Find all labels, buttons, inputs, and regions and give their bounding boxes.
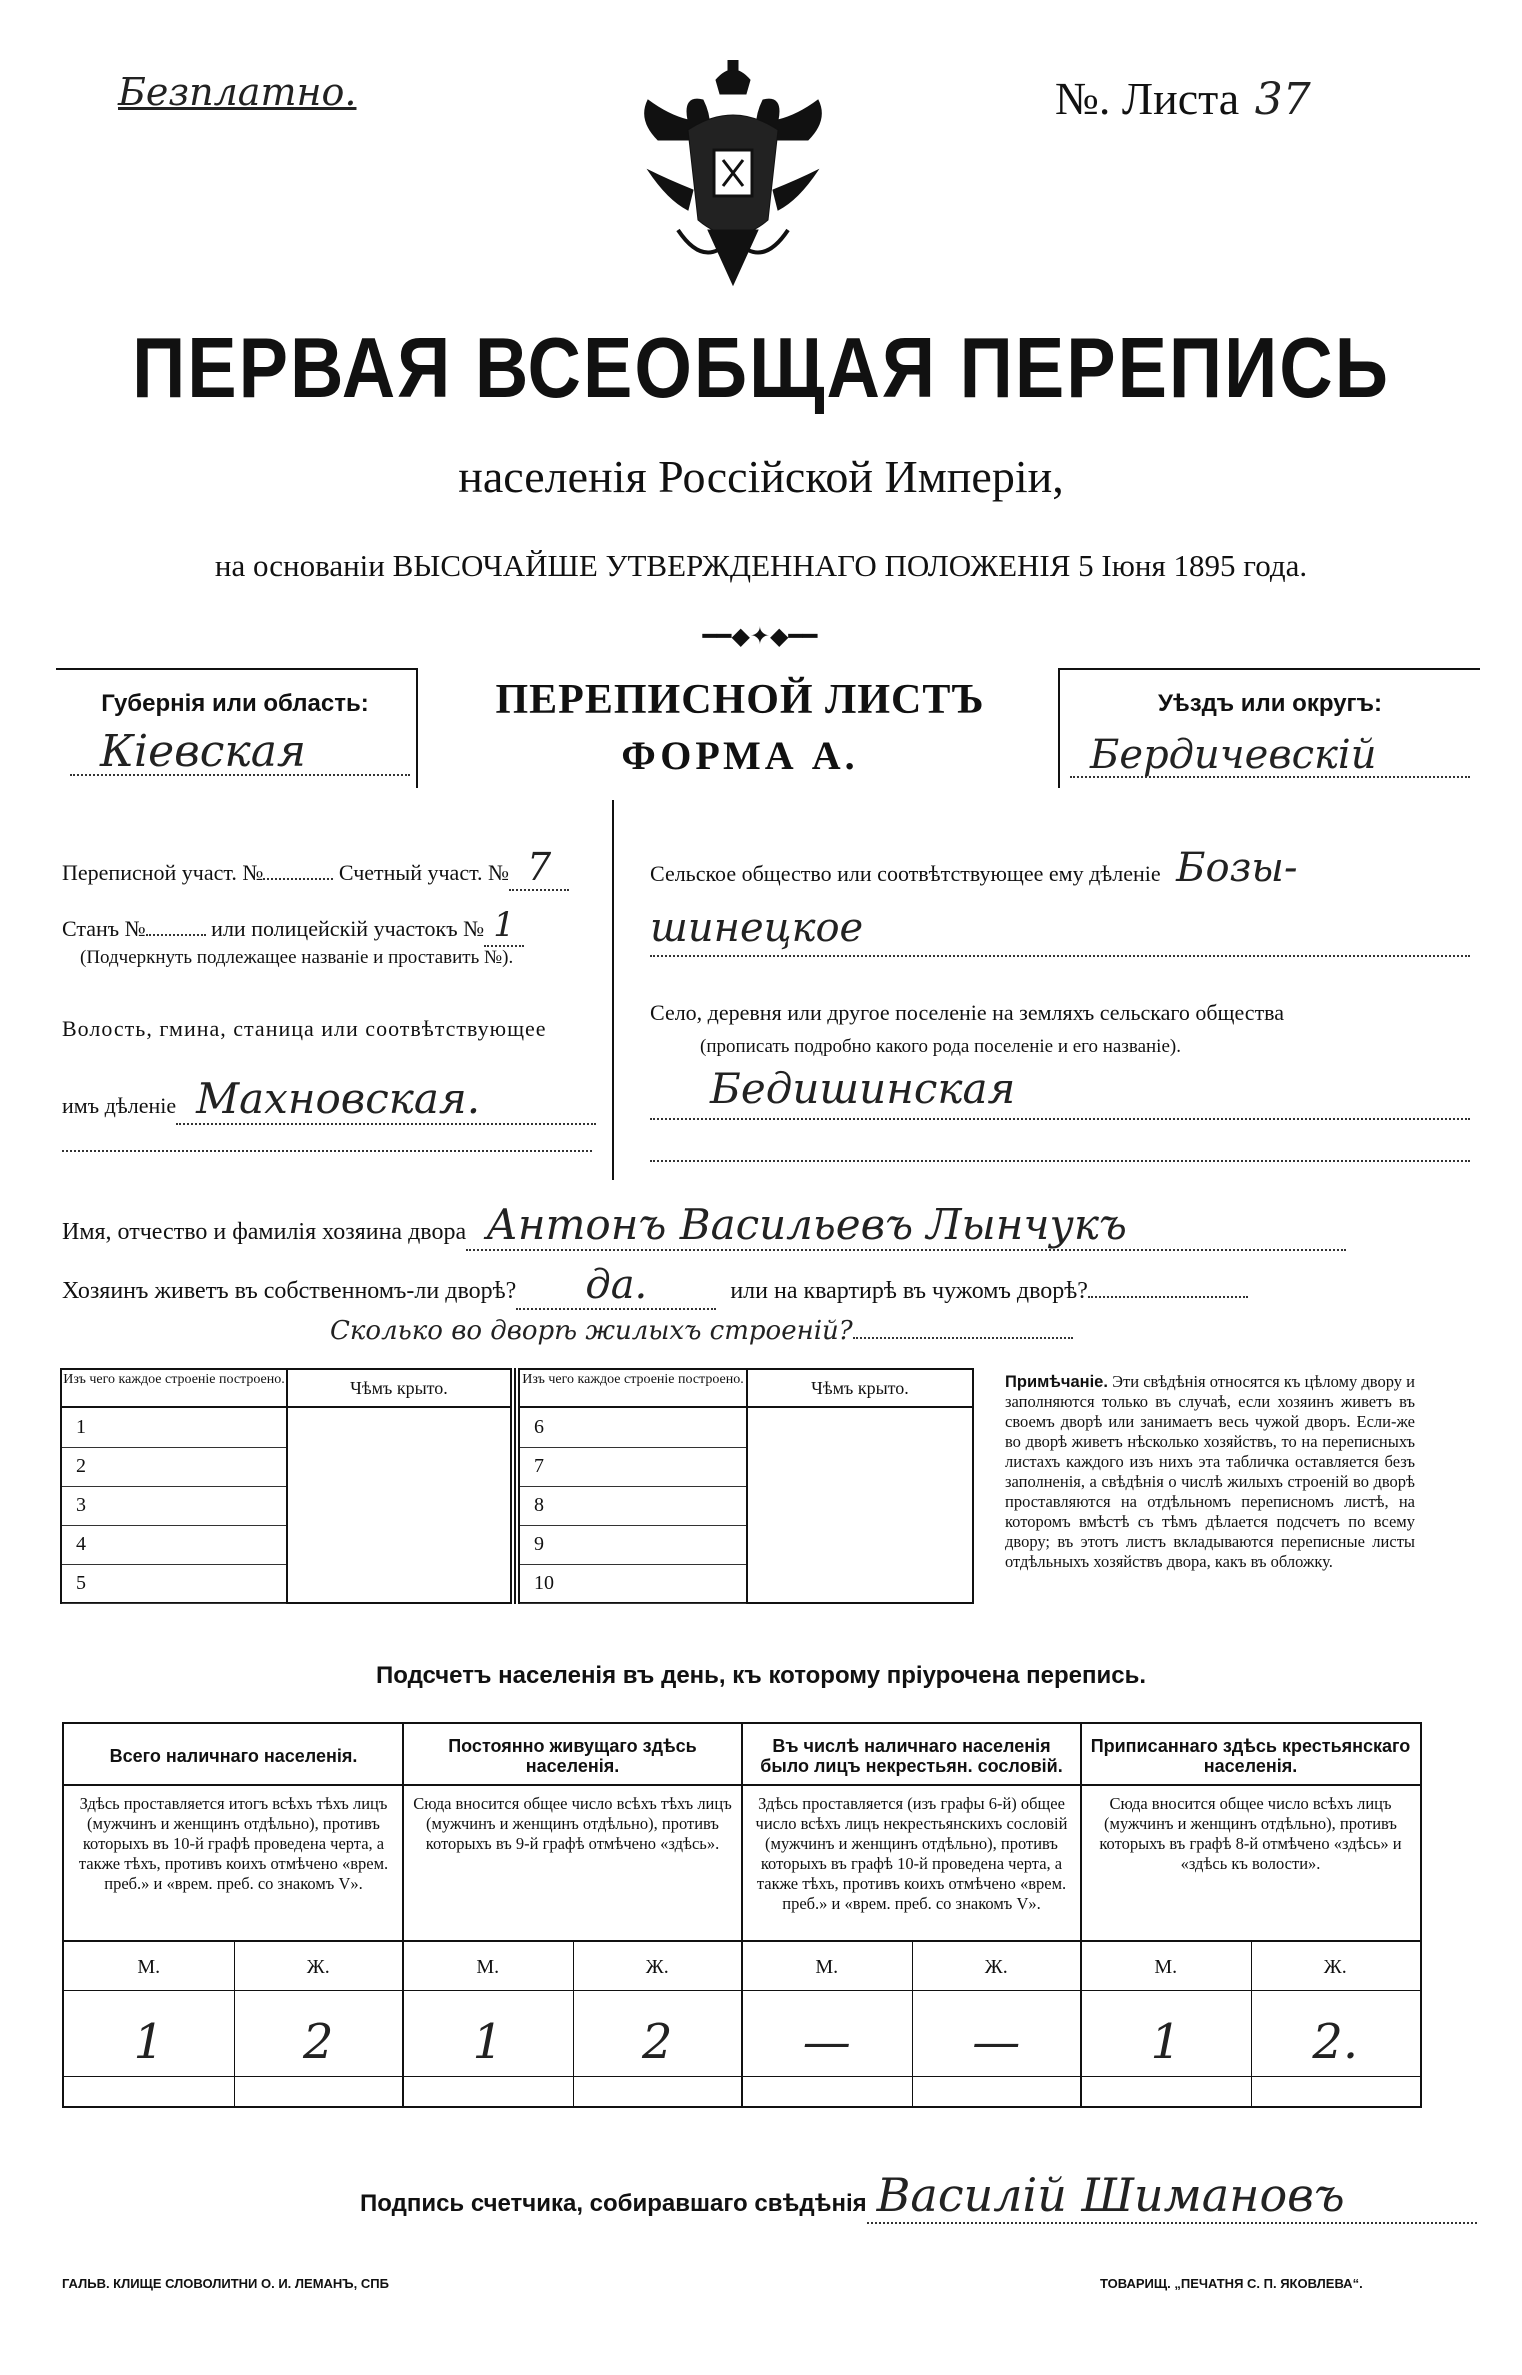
count-column-desc: Сюда вносится общее число всѣхъ лицъ (мужчинъ и женщинъ отдѣльно), противъ которыхъ въ графѣ 8-й отмѣчено «здѣсь» и «здѣсь къ волости».	[1099, 1794, 1402, 1873]
buildings-row-number: 6	[534, 1416, 544, 1438]
count-column-desc: Здѣсь проставляется (изъ графы 6-й) общее число всѣхъ лицъ некрестьянскихъ сословій (мужчинъ и женщинъ отдѣльно), противъ которыхъ въ графѣ 10-й проведена черта, а также тѣхъ, противъ коихъ отмѣчено «врем. преб.» и «врем. преб. со знакомъ V».	[755, 1794, 1068, 1913]
female-label: Ж.	[645, 1956, 669, 1978]
female-count: 2	[302, 2014, 334, 2070]
society-row	[650, 845, 1480, 891]
volost-label-2: имъ дѣленіе	[62, 1093, 177, 1118]
count-column-head: Въ числѣ наличнаго населенія было лицъ некрестьян. сословій.	[760, 1736, 1063, 1776]
count-column-head: Постоянно живущаго здѣсь населенія.	[448, 1736, 697, 1776]
count-column-head: Приписаннаго здѣсь крестьянскаго населенія.	[1090, 1736, 1411, 1776]
census-area-row	[62, 845, 569, 891]
owner-name-value: Антонъ Васильевъ Лынчукъ	[466, 1200, 1346, 1251]
owner-name-label: Имя, отчество и фамилія хозяина двора	[62, 1219, 467, 1245]
volost-value: Махновская.	[176, 1074, 596, 1125]
village-extra-line	[650, 1160, 1470, 1162]
form-subtitle: ФОРМА А.	[621, 733, 859, 778]
count-column-desc: Сюда вносится общее число всѣхъ тѣхъ лицъ (мужчинъ и женщинъ отдѣльно), противъ которыхъ въ 9-й графѣ отмѣчено «здѣсь».	[413, 1794, 732, 1853]
district-label: Уѣздъ или округъ:	[1157, 690, 1383, 717]
footer-left: ГАЛЬВ. КЛИЩЕ СЛОВОЛИТНИ О. И. ЛЕМАНЪ, СПБ	[62, 2276, 389, 2291]
volost-extra-line	[62, 1150, 592, 1152]
society-value: Бозы-	[1176, 845, 1298, 891]
buildings-row-number: 4	[76, 1533, 86, 1555]
buildings-row-number: 10	[534, 1572, 554, 1594]
remark-title: Примѣчаніе.	[1005, 1373, 1108, 1391]
male-count: 1	[472, 2014, 504, 2070]
society-label: Сельское общество или соотвѣтствующее ему дѣленіе	[650, 861, 1161, 886]
count-area-value: 7	[509, 845, 569, 891]
male-label: М.	[815, 1956, 839, 1978]
female-count: —	[972, 2014, 1021, 2070]
buildings-row	[520, 1486, 746, 1526]
male-label: М.	[137, 1956, 161, 1978]
female-count: 2.	[1312, 2014, 1359, 2070]
remark-text: Эти свѣдѣнія относятся къ цѣлому двору и заполняются только въ случаѣ, если хозяинъ живетъ въ своемъ дворѣ или занимаетъ весь чужой дворъ. Если-же во дворѣ живетъ нѣсколько хозяйствъ, то на переписныхъ листахъ каждого изъ нихъ эта табличка оставляется безъ заполненія, а свѣдѣнія о числѣ жилыхъ строеній во дворѣ проставляются на отдѣльномъ переписномъ листѣ, на которомъ вмѣстѣ съ тѣмъ дѣлается подсчетъ по всему двору; въ этотъ листъ вкладываются переписные листы отдѣльныхъ хозяйствъ двора, какъ въ обложку.	[1005, 1372, 1415, 1571]
village-note: (прописать подробно какого рода поселеніе и его названіе).	[700, 1036, 1181, 1057]
province-value: Кіевская	[70, 726, 410, 776]
count-column-head: Всего наличнаго населенія.	[109, 1746, 358, 1766]
page-title: ПЕРВАЯ ВСЕОБЩАЯ ПЕРЕПИСЬ	[132, 319, 1390, 416]
male-label: М.	[476, 1956, 500, 1978]
remark	[1005, 1372, 1415, 1572]
buildings-row	[62, 1447, 286, 1487]
society-value-2: шинецкое	[650, 905, 1470, 957]
buildings-label: Сколько во дворѣ жилыхъ строеній?	[330, 1316, 853, 1346]
population-count-table	[62, 1722, 1422, 2108]
page-subtitle: населенія Россійской Имперіи,	[458, 451, 1064, 502]
buildings-row	[520, 1447, 746, 1487]
census-area-label: Переписной участ. №	[62, 860, 264, 885]
buildings-row-number: 2	[76, 1455, 86, 1477]
buildings-row	[520, 1408, 746, 1448]
buildings-row	[62, 1564, 286, 1604]
buildings-row-number: 1	[76, 1416, 86, 1438]
female-label: Ж.	[306, 1956, 330, 1978]
owner-own-value: да.	[516, 1262, 716, 1310]
buildings-row	[62, 1408, 286, 1448]
ornament-divider: ━━◆✦◆━━	[702, 624, 818, 650]
owner-own-row	[62, 1262, 1482, 1310]
buildings-col1-head-right: Изъ чего каждое строеніе построено.	[522, 1372, 744, 1387]
police-area-value: 1	[484, 905, 524, 947]
buildings-row	[330, 1316, 1073, 1346]
buildings-row-number: 8	[534, 1494, 544, 1516]
district-value: Бердичевскій	[1070, 732, 1470, 778]
underline-note: (Подчеркнуть подлежащее названіе и проставить №).	[80, 947, 514, 968]
buildings-row	[62, 1486, 286, 1526]
sheet-number: 37	[1254, 74, 1311, 125]
form-title: ПЕРЕПИСНОЙ ЛИСТЪ	[495, 677, 985, 723]
sheet-label: №. Листа	[1055, 73, 1240, 124]
buildings-row	[62, 1525, 286, 1565]
signature-value: Василій Шимановъ	[867, 2168, 1477, 2224]
male-count: 1	[133, 2014, 165, 2070]
village-label: Село, деревня или другое поселеніе на земляхъ сельскаго общества	[650, 1000, 1285, 1025]
male-count: 1	[1150, 2014, 1182, 2070]
female-label: Ж.	[1323, 1956, 1347, 1978]
double-headed-eagle-icon	[628, 60, 838, 290]
footer-right: ТОВАРИЩ. „ПЕЧАТНЯ С. П. ЯКОВЛЕВА“.	[1100, 2276, 1363, 2291]
stan-row	[62, 905, 524, 947]
buildings-col2-head-right: Чѣмъ крыто.	[811, 1378, 909, 1398]
village-value: Бедишинская	[650, 1064, 1470, 1120]
buildings-row-number: 3	[76, 1494, 86, 1516]
volost-label: Волость, гмина, станица или соотвѣтствующее	[62, 1016, 547, 1041]
buildings-row	[520, 1525, 746, 1565]
female-label: Ж.	[984, 1956, 1008, 1978]
buildings-table-right	[518, 1368, 974, 1604]
sheet-number-label	[1055, 72, 1311, 125]
signature-row	[360, 2168, 1477, 2224]
buildings-col1-head: Изъ чего каждое строеніе построено.	[63, 1372, 285, 1387]
volost-row	[62, 1074, 602, 1125]
basis-line: на основаніи ВЫСОЧАЙШЕ УТВЕРЖДЕННАГО ПОЛОЖЕНІЯ 5 Іюня 1895 года.	[214, 548, 1308, 583]
owner-rent-label: или на квартирѣ въ чужомъ дворѣ?	[730, 1278, 1088, 1304]
buildings-table-left	[60, 1368, 512, 1604]
free-label: Безплатно.	[118, 70, 357, 114]
signature-label: Подпись счетчика, собиравшаго свѣдѣнія	[360, 2190, 867, 2217]
buildings-row-number: 9	[534, 1533, 544, 1555]
male-label: М.	[1154, 1956, 1178, 1978]
province-label: Губернія или область:	[101, 690, 369, 717]
owner-name-row	[62, 1200, 1482, 1251]
female-count: 2	[641, 2014, 673, 2070]
male-count: —	[802, 2014, 851, 2070]
count-title: Подсчетъ населенія въ день, къ которому пріурочена перепись.	[376, 1662, 1146, 1689]
buildings-row	[520, 1564, 746, 1604]
buildings-row-number: 7	[534, 1455, 544, 1477]
count-area-label: Счетный участ. №	[338, 860, 510, 885]
buildings-col2-head: Чѣмъ крыто.	[350, 1378, 448, 1398]
count-column-desc: Здѣсь проставляется итогъ всѣхъ тѣхъ лицъ (мужчинъ и женщинъ отдѣльно), противъ которыхъ въ 10-й графѣ проведена черта, а также тѣхъ, противъ коихъ отмѣчено «врем. преб.» и «врем. преб. со знакомъ V».	[78, 1794, 389, 1893]
buildings-row-number: 5	[76, 1572, 86, 1594]
owner-own-label: Хозяинъ живетъ въ собственномъ-ли дворѣ?	[62, 1278, 517, 1304]
stan-label: Станъ №	[62, 916, 146, 941]
police-area-label: или полицейскій участокъ №	[211, 916, 485, 941]
